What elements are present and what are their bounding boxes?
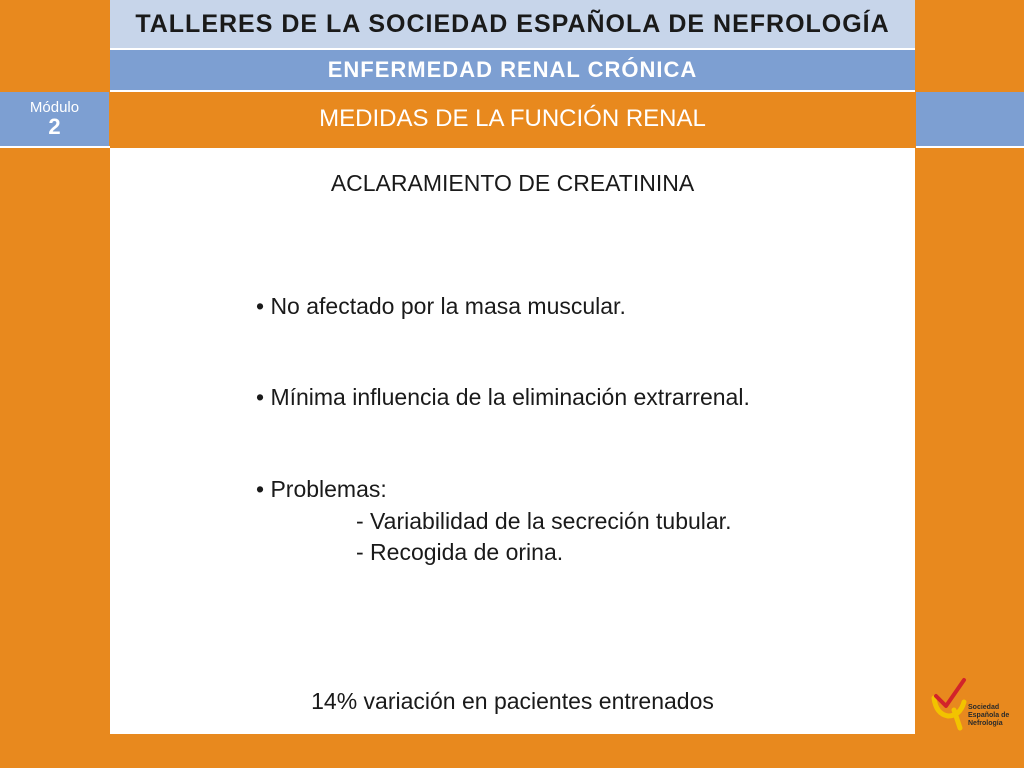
bullet-item: • No afectado por la masa muscular.: [256, 293, 626, 319]
decorative-block: [916, 92, 1024, 146]
divider: [0, 146, 110, 148]
content-heading: ACLARAMIENTO DE CREATININA: [330, 170, 695, 196]
module-label: Módulo: [29, 99, 80, 116]
slide-content: [110, 148, 915, 734]
slide-title: TALLERES DE LA SOCIEDAD ESPAÑOLA DE NEFROLOGÍA: [110, 0, 915, 48]
sub-item: - Variabilidad de la secreción tubular.: [356, 508, 732, 534]
bullet-item: • Problemas:: [256, 476, 387, 502]
bullet-item: • Mínima influencia de la eliminación extrarrenal.: [256, 384, 750, 410]
section-title: MEDIDAS DE LA FUNCIÓN RENAL: [110, 92, 915, 146]
slide-subtitle: ENFERMEDAD RENAL CRÓNICA: [110, 50, 915, 90]
module-badge: [0, 92, 109, 146]
divider: [916, 146, 1024, 148]
sub-item: - Recogida de orina.: [356, 539, 564, 565]
footer-note: 14% variación en pacientes entrenados: [311, 688, 714, 714]
module-number: 2: [48, 114, 61, 139]
logo-text: Sociedad Española de Nefrología: [968, 704, 1010, 727]
